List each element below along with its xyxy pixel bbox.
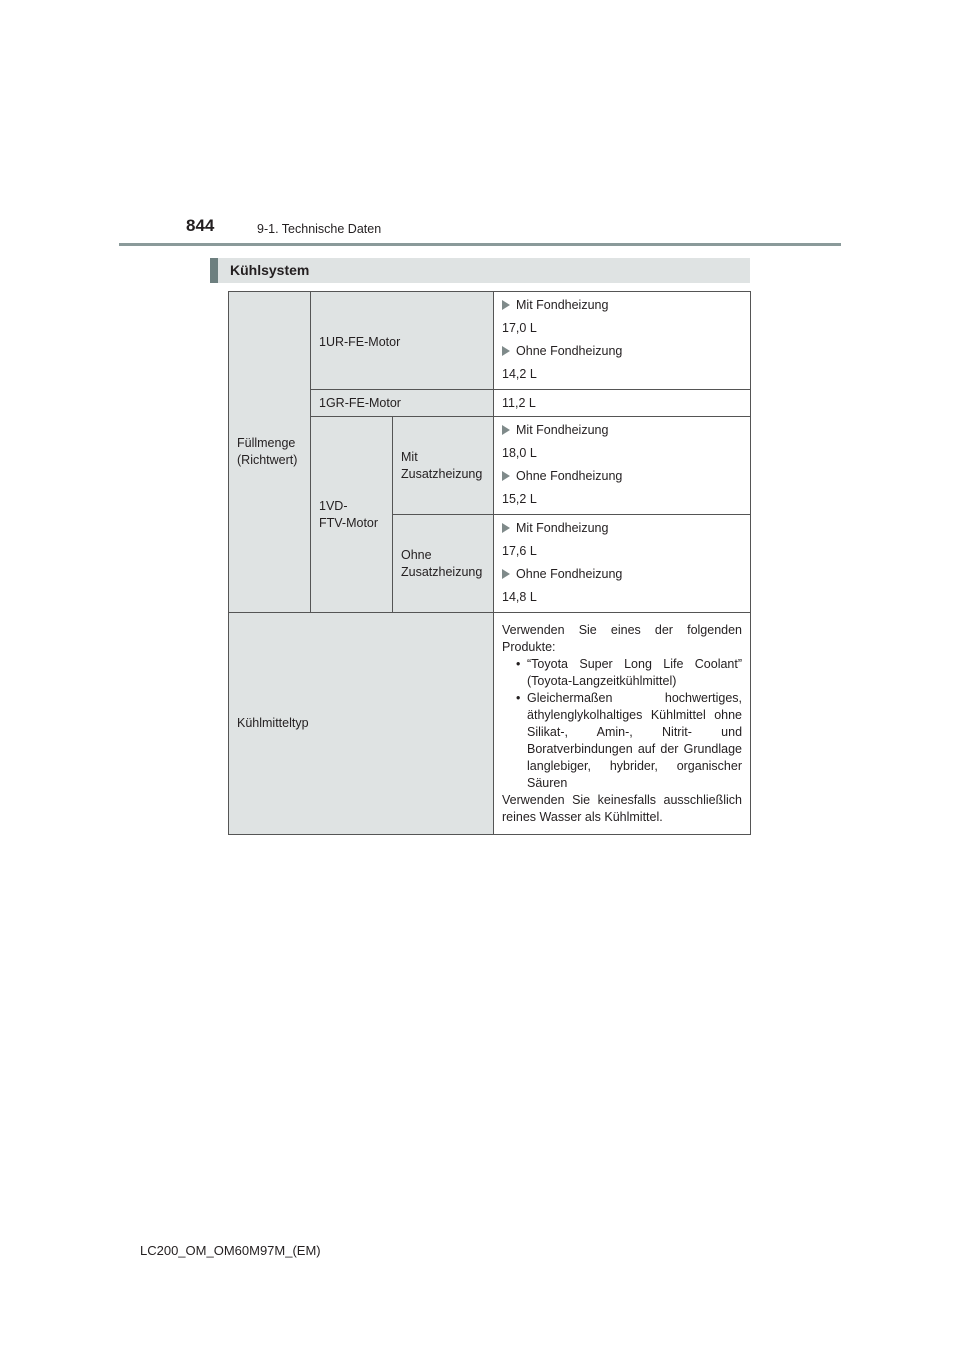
list-item: • Gleichermaßen hochwertiges, äthylenglykolhaltiges Kühlmittel ohne Silikat-, Amin-, Nitrit- und Boratverbindungen auf der Grundlage langlebiger, hybrider, organischer Säuren bbox=[502, 690, 742, 792]
section-title-bar bbox=[210, 258, 750, 283]
engine-1gr-value: 11,2 L bbox=[494, 390, 751, 417]
document-code: LC200_OM_OM60M97M_(EM) bbox=[140, 1243, 321, 1258]
engine-1gr-label: 1GR-FE-Motor bbox=[311, 390, 494, 417]
coolant-type-value: Verwenden Sie eines der folgenden Produkte: • “Toyota Super Long Life Coolant” (Toyota-Langzeitkühlmittel) • Gleichermaßen hochwertiges, äthylenglykolhaltiges Kühlmittel ohne Silikat-, Amin-, Nitrit- und Boratverbindungen auf der Grundlage langlebiger, hybrider, organischer Säuren Verwenden Sie keinesfalls ausschließlich reines Wasser als Kühlmittel. bbox=[494, 613, 751, 835]
page-number: 844 bbox=[186, 216, 215, 235]
section-title: Kühlsystem bbox=[230, 262, 310, 278]
engine-1vd-label: 1VD- FTV-Motor bbox=[311, 417, 393, 613]
table-row bbox=[229, 292, 751, 390]
cooling-system-table bbox=[228, 291, 751, 835]
coolant-type-label: Kühlmitteltyp bbox=[229, 613, 494, 835]
triangle-bullet-icon bbox=[502, 425, 510, 435]
fill-quantity-label: Füllmenge (Richtwert) bbox=[229, 292, 311, 613]
with-aux-heater-values: Mit Fondheizung 18,0 L Ohne Fondheizung 15,2 L bbox=[494, 417, 751, 515]
engine-1ur-values: Mit Fondheizung 17,0 L Ohne Fondheizung 14,2 L bbox=[494, 292, 751, 390]
without-aux-heater-label: Ohne Zusatzheizung bbox=[393, 515, 494, 613]
section-header: 9-1. Technische Daten bbox=[257, 222, 382, 236]
triangle-bullet-icon bbox=[502, 300, 510, 310]
triangle-bullet-icon bbox=[502, 346, 510, 356]
triangle-bullet-icon bbox=[502, 523, 510, 533]
engine-1ur-label: 1UR-FE-Motor bbox=[311, 292, 494, 390]
triangle-bullet-icon bbox=[502, 569, 510, 579]
list-item: • “Toyota Super Long Life Coolant” (Toyota-Langzeitkühlmittel) bbox=[502, 656, 742, 690]
table-row bbox=[229, 613, 751, 835]
header-divider bbox=[119, 243, 841, 246]
triangle-bullet-icon bbox=[502, 471, 510, 481]
with-aux-heater-label: Mit Zusatzheizung bbox=[393, 417, 494, 515]
without-aux-heater-values: Mit Fondheizung 17,6 L Ohne Fondheizung 14,8 L bbox=[494, 515, 751, 613]
